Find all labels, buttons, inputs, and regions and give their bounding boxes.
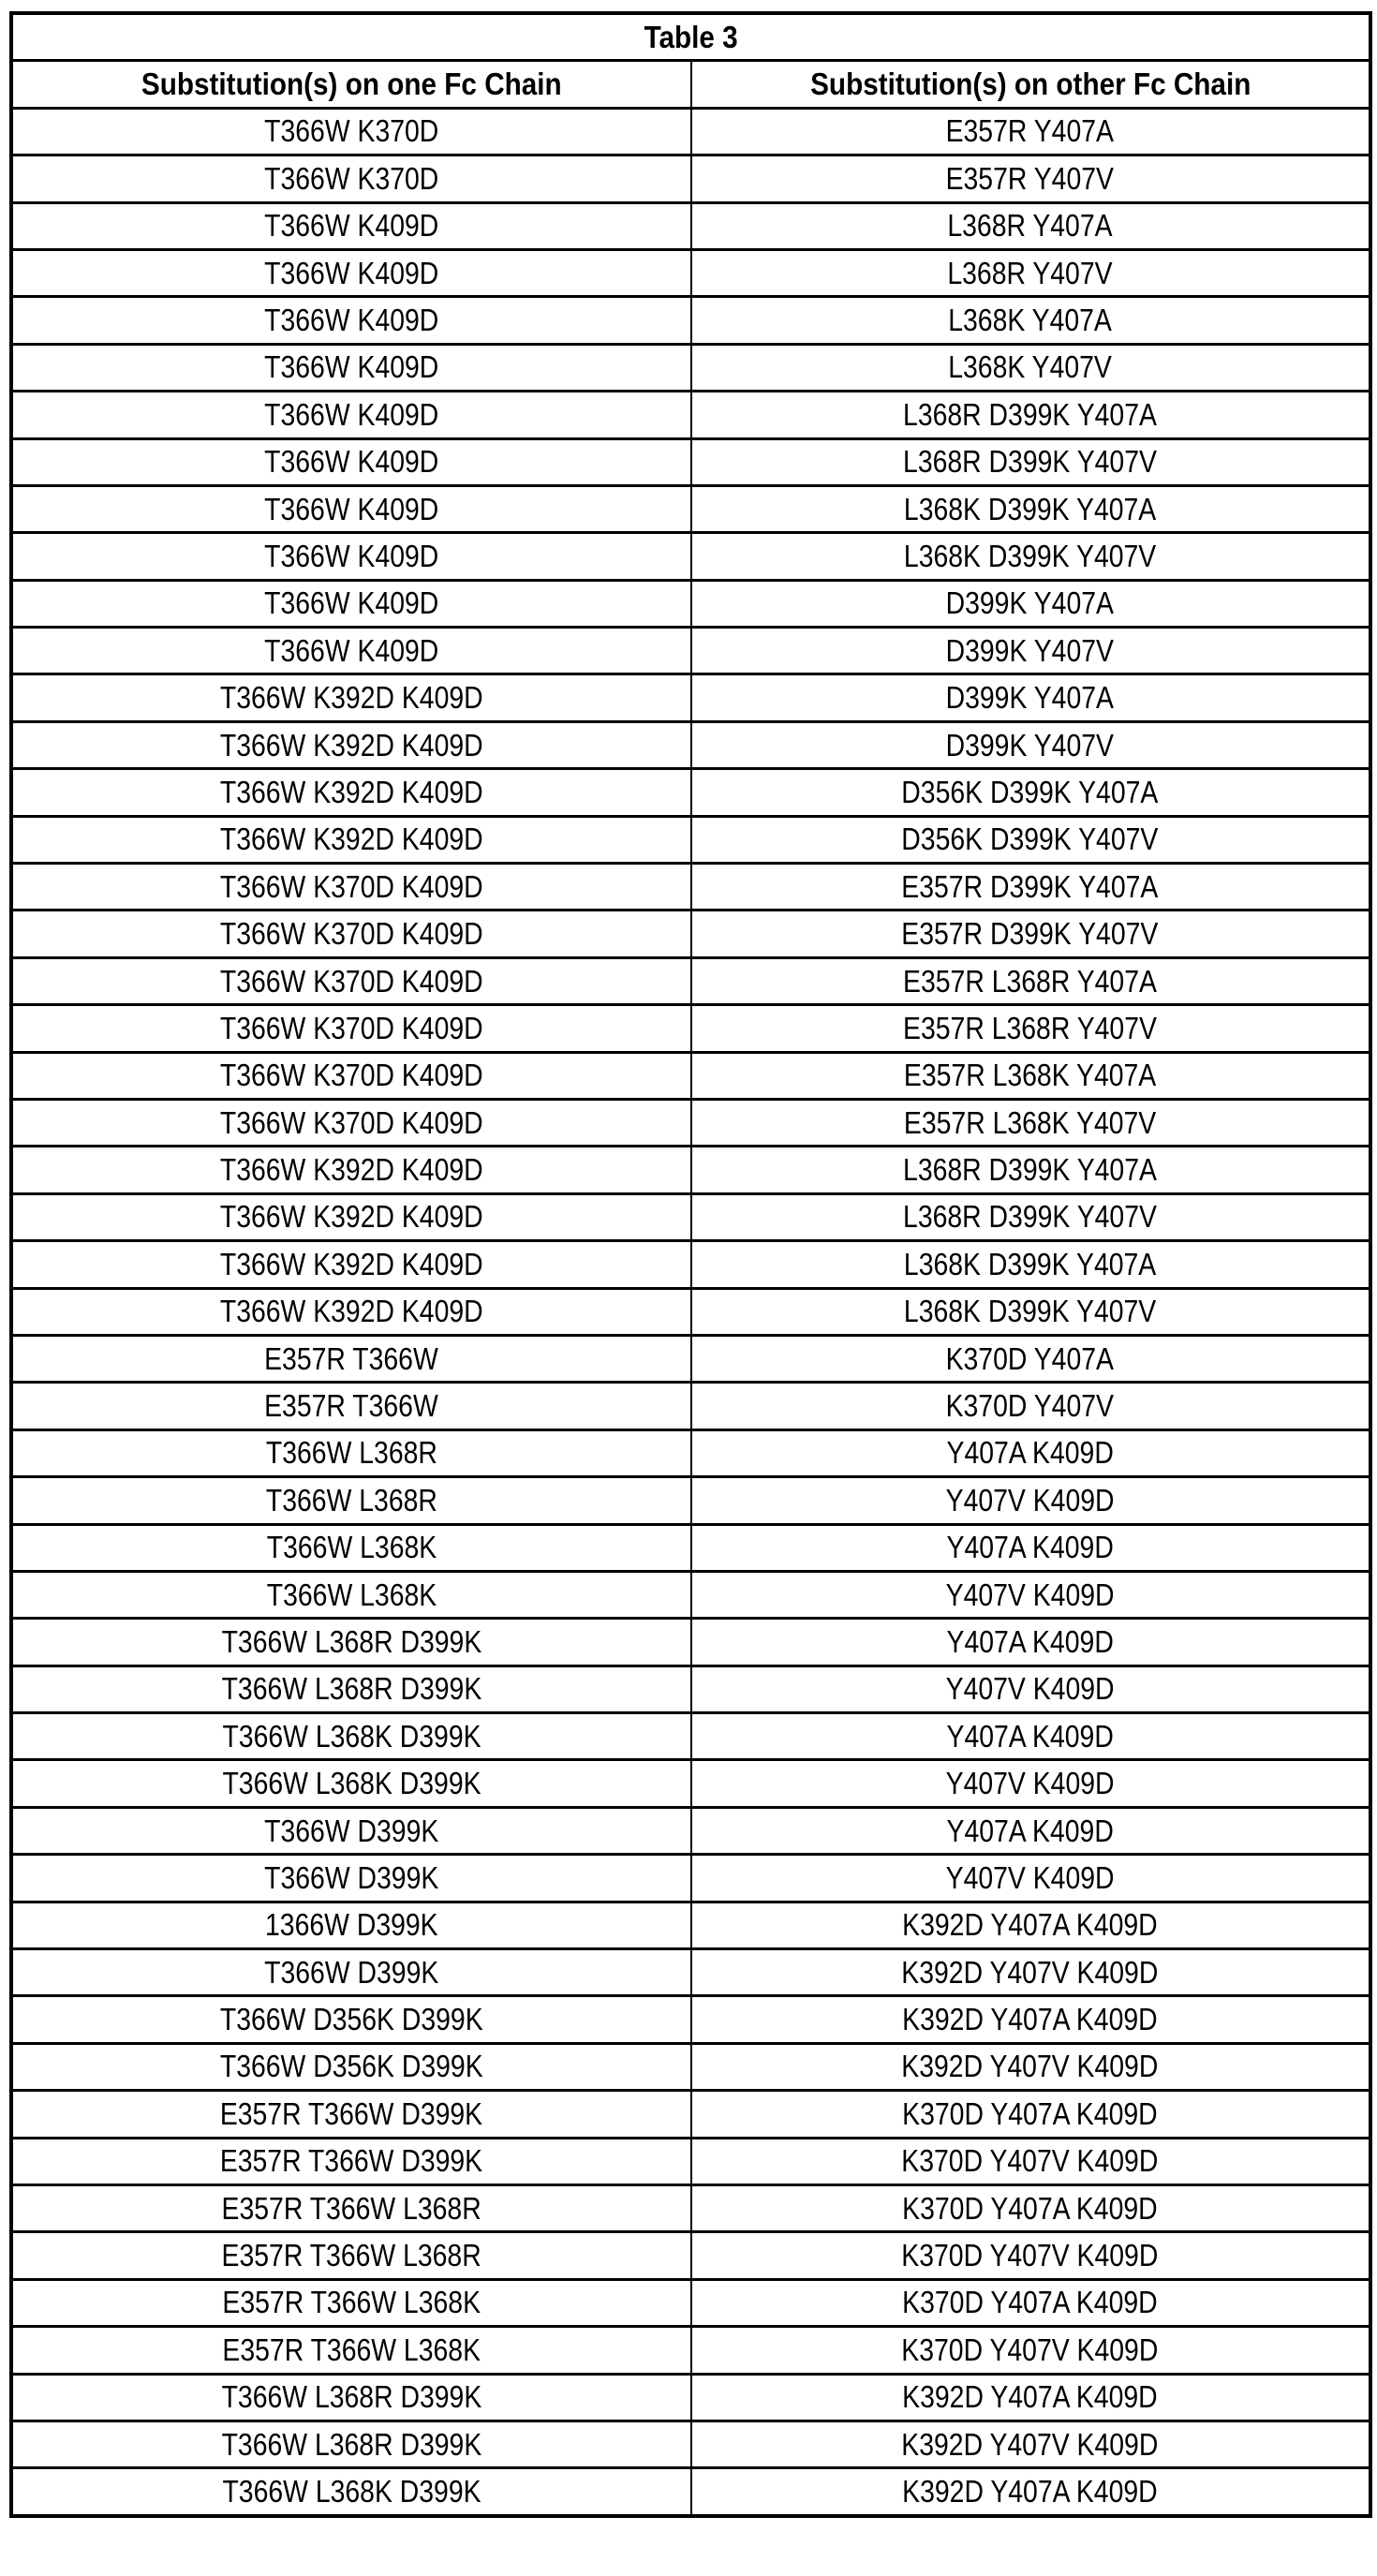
cell-text: T366W K370D <box>264 161 438 197</box>
table-body <box>11 108 1370 2515</box>
table-row <box>11 1193 1370 1240</box>
cell-text: E357R T366W D399K <box>220 2096 482 2132</box>
cell-text: T366W K370D <box>264 113 438 149</box>
cell-text: Y407A K409D <box>947 1719 1114 1754</box>
cell-text: E357R T366W L368R <box>222 2191 481 2227</box>
cell-text: T366W K370D K409D <box>220 916 483 952</box>
cell-text: Y407V K409D <box>946 1483 1115 1518</box>
cell-text: E357R T366W <box>264 1388 438 1424</box>
cell-other-chain <box>691 1052 1371 1099</box>
cell-text: T366W D356K D399K <box>220 2049 483 2084</box>
cell-text: T366W K370D K409D <box>220 1011 483 1046</box>
cell-other-chain <box>691 674 1371 721</box>
table-row <box>11 1335 1370 1382</box>
cell-other-chain <box>691 1241 1371 1288</box>
table-row <box>11 1288 1370 1335</box>
cell-other-chain <box>691 2327 1371 2374</box>
cell-text: T366W K409D <box>264 256 438 291</box>
cell-one-chain <box>11 1477 691 1524</box>
cell-one-chain <box>11 202 691 249</box>
cell-one-chain <box>11 816 691 863</box>
cell-text: L368K D399K Y407V <box>904 539 1156 574</box>
cell-text: L368R D399K Y407V <box>903 444 1157 480</box>
table-row <box>11 2421 1370 2467</box>
cell-one-chain <box>11 2421 691 2467</box>
cell-one-chain <box>11 392 691 438</box>
table-row <box>11 1005 1370 1052</box>
cell-text: K392D Y407A K409D <box>903 1907 1158 1943</box>
cell-text: L368K Y407V <box>948 349 1112 385</box>
table-row <box>11 1855 1370 1902</box>
cell-one-chain <box>11 1996 691 2043</box>
table-row <box>11 1477 1370 1524</box>
cell-other-chain <box>691 1005 1371 1052</box>
cell-other-chain <box>691 1099 1371 1146</box>
cell-text: E357R Y407A <box>946 113 1114 149</box>
cell-one-chain <box>11 1052 691 1099</box>
cell-one-chain <box>11 155 691 202</box>
table-row <box>11 1571 1370 1618</box>
table-row <box>11 2184 1370 2231</box>
cell-text: K392D Y407V K409D <box>902 2427 1159 2463</box>
cell-other-chain <box>691 438 1371 485</box>
cell-text: D399K Y407A <box>946 585 1114 621</box>
cell-text: E357R L368K Y407A <box>904 1058 1156 1093</box>
cell-text: T366W K392D K409D <box>220 1152 483 1188</box>
cell-other-chain <box>691 1335 1371 1382</box>
cell-other-chain <box>691 1807 1371 1854</box>
cell-text: T366W L368R D399K <box>221 1624 481 1660</box>
cell-text: E357R L368R Y407A <box>903 964 1157 999</box>
table-row <box>11 1713 1370 1760</box>
cell-text: E357R D399K Y407V <box>902 916 1159 952</box>
cell-text: Y407A K409D <box>947 1624 1114 1660</box>
cell-other-chain <box>691 1288 1371 1335</box>
cell-one-chain <box>11 1099 691 1146</box>
table-row <box>11 1666 1370 1712</box>
cell-other-chain <box>691 2421 1371 2467</box>
cell-other-chain <box>691 2184 1371 2231</box>
cell-other-chain <box>691 1619 1371 1666</box>
cell-one-chain <box>11 1949 691 1996</box>
cell-text: T366W L368R <box>266 1483 437 1518</box>
table-row <box>11 2327 1370 2374</box>
cell-one-chain <box>11 721 691 768</box>
cell-one-chain <box>11 2091 691 2138</box>
cell-text: Y407V K409D <box>946 1766 1115 1801</box>
cell-one-chain <box>11 674 691 721</box>
cell-one-chain <box>11 628 691 674</box>
cell-other-chain <box>691 1666 1371 1712</box>
cell-text: T366W K392D K409D <box>220 1199 483 1235</box>
cell-text: L368R D399K Y407A <box>903 397 1157 433</box>
cell-one-chain <box>11 1335 691 1382</box>
table-row <box>11 1524 1370 1571</box>
cell-text: T366W K392D K409D <box>220 680 483 716</box>
cell-text: K370D Y407A K409D <box>903 2191 1158 2227</box>
cell-one-chain <box>11 1241 691 1288</box>
cell-other-chain <box>691 2374 1371 2421</box>
cell-one-chain <box>11 1288 691 1335</box>
cell-text: D356K D399K Y407V <box>902 822 1159 857</box>
table-row <box>11 957 1370 1004</box>
table-row <box>11 1241 1370 1288</box>
cell-other-chain <box>691 1147 1371 1193</box>
table-row <box>11 202 1370 249</box>
cell-one-chain <box>11 1666 691 1712</box>
cell-text: T366W K392D K409D <box>220 728 483 763</box>
cell-other-chain <box>691 2279 1371 2326</box>
cell-text: T366W K392D K409D <box>220 822 483 857</box>
cell-other-chain <box>691 1524 1371 1571</box>
cell-text: E357R L368K Y407V <box>904 1105 1156 1141</box>
cell-one-chain <box>11 2043 691 2090</box>
table-row <box>11 1949 1370 1996</box>
cell-other-chain <box>691 344 1371 391</box>
cell-other-chain <box>691 1429 1371 1476</box>
cell-other-chain <box>691 769 1371 816</box>
table-row <box>11 1099 1370 1146</box>
cell-text: K370D Y407V K409D <box>902 2332 1159 2368</box>
table-row <box>11 155 1370 202</box>
cell-one-chain <box>11 485 691 532</box>
cell-other-chain <box>691 1996 1371 2043</box>
cell-text: T366W L368R D399K <box>221 2379 481 2415</box>
table-row <box>11 628 1370 674</box>
cell-one-chain <box>11 1524 691 1571</box>
cell-text: T366W K409D <box>264 444 438 480</box>
cell-one-chain <box>11 533 691 580</box>
cell-text: D399K Y407A <box>946 680 1114 716</box>
cell-text: E357R T366W D399K <box>220 2143 482 2179</box>
table-row <box>11 1996 1370 2043</box>
cell-text: L368R D399K Y407A <box>903 1152 1157 1188</box>
cell-other-chain <box>691 155 1371 202</box>
table-row <box>11 2091 1370 2138</box>
cell-text: T366W K409D <box>264 349 438 385</box>
cell-other-chain <box>691 392 1371 438</box>
table-row <box>11 864 1370 910</box>
table-row <box>11 1052 1370 1099</box>
cell-text: L368K D399K Y407V <box>904 1294 1156 1329</box>
table-title-text: Table 3 <box>644 20 737 55</box>
cell-one-chain <box>11 2279 691 2326</box>
cell-text: L368K Y407A <box>948 303 1112 338</box>
cell-text: T366W D399K <box>264 1955 438 1991</box>
cell-one-chain <box>11 2327 691 2374</box>
cell-text: K392D Y407V K409D <box>902 2049 1159 2084</box>
cell-one-chain <box>11 1429 691 1476</box>
cell-other-chain <box>691 2091 1371 2138</box>
cell-text: T366W L368R <box>266 1435 437 1471</box>
cell-text: L368R Y407V <box>948 256 1113 291</box>
cell-text: T366W K370D K409D <box>220 964 483 999</box>
table-row <box>11 816 1370 863</box>
cell-text: T366W D399K <box>264 1814 438 1849</box>
cell-text: K370D Y407A K409D <box>903 2285 1158 2320</box>
cell-text: Y407V K409D <box>946 1860 1115 1896</box>
cell-text: T366W L368K D399K <box>222 1719 481 1754</box>
table-row <box>11 1902 1370 1948</box>
cell-text: T366W D356K D399K <box>220 2002 483 2037</box>
cell-other-chain <box>691 2468 1371 2516</box>
cell-other-chain <box>691 533 1371 580</box>
cell-text: K370D Y407V K409D <box>902 2238 1159 2273</box>
cell-one-chain <box>11 1571 691 1618</box>
cell-other-chain <box>691 1713 1371 1760</box>
cell-other-chain <box>691 721 1371 768</box>
cell-text: D356K D399K Y407A <box>902 775 1159 810</box>
cell-other-chain <box>691 2138 1371 2184</box>
cell-other-chain <box>691 1193 1371 1240</box>
table-row <box>11 580 1370 627</box>
cell-other-chain <box>691 108 1371 155</box>
cell-text: L368K D399K Y407A <box>904 1247 1156 1282</box>
cell-text: T366W K409D <box>264 633 438 669</box>
cell-other-chain <box>691 1949 1371 1996</box>
cell-one-chain <box>11 2138 691 2184</box>
cell-one-chain <box>11 438 691 485</box>
table-row <box>11 2279 1370 2326</box>
cell-other-chain <box>691 1902 1371 1948</box>
cell-text: T366W K409D <box>264 585 438 621</box>
table-row <box>11 2374 1370 2421</box>
cell-other-chain <box>691 816 1371 863</box>
cell-text: E357R T366W L368R <box>222 2238 481 2273</box>
table-row <box>11 1760 1370 1807</box>
cell-one-chain <box>11 1619 691 1666</box>
cell-text: T366W L368R D399K <box>221 2427 481 2463</box>
cell-one-chain <box>11 910 691 957</box>
cell-other-chain <box>691 1855 1371 1902</box>
cell-text: L368R Y407A <box>948 208 1113 244</box>
cell-one-chain <box>11 864 691 910</box>
cell-text: E357R T366W L368K <box>222 2285 481 2320</box>
cell-text: Y407V K409D <box>946 1577 1115 1613</box>
cell-text: K370D Y407A K409D <box>903 2096 1158 2132</box>
cell-text: E357R T366W <box>264 1341 438 1377</box>
cell-other-chain <box>691 249 1371 296</box>
cell-text: T366W L368K <box>267 1530 437 1565</box>
cell-text: K392D Y407V K409D <box>902 1955 1159 1991</box>
table-row <box>11 1619 1370 1666</box>
column-header-text: Substitution(s) on one Fc Chain <box>141 67 562 102</box>
substitutions-table <box>9 11 1372 2518</box>
cell-text: D399K Y407V <box>946 633 1114 669</box>
cell-text: T366W K409D <box>264 208 438 244</box>
cell-one-chain <box>11 769 691 816</box>
table-row <box>11 392 1370 438</box>
cell-other-chain <box>691 2043 1371 2090</box>
cell-one-chain <box>11 297 691 344</box>
table-title <box>11 13 1370 61</box>
cell-other-chain <box>691 1571 1371 1618</box>
cell-text: E357R D399K Y407A <box>902 869 1159 905</box>
table-row <box>11 438 1370 485</box>
table-row <box>11 910 1370 957</box>
cell-text: T366W K392D K409D <box>220 1247 483 1282</box>
cell-other-chain <box>691 957 1371 1004</box>
cell-text: K392D Y407A K409D <box>903 2474 1158 2509</box>
cell-one-chain <box>11 580 691 627</box>
cell-text: Y407V K409D <box>946 1671 1115 1707</box>
cell-text: L368R D399K Y407V <box>903 1199 1157 1235</box>
cell-other-chain <box>691 864 1371 910</box>
table-row <box>11 769 1370 816</box>
table-row <box>11 297 1370 344</box>
cell-text: K392D Y407A K409D <box>903 2379 1158 2415</box>
cell-one-chain <box>11 344 691 391</box>
cell-other-chain <box>691 1477 1371 1524</box>
cell-other-chain <box>691 2232 1371 2279</box>
cell-text: T366W K409D <box>264 539 438 574</box>
cell-one-chain <box>11 249 691 296</box>
cell-text: Y407A K409D <box>947 1530 1114 1565</box>
table-row <box>11 2043 1370 2090</box>
cell-text: T366W K409D <box>264 303 438 338</box>
cell-text: T366W D399K <box>264 1860 438 1896</box>
table-row <box>11 485 1370 532</box>
table-row <box>11 2138 1370 2184</box>
cell-text: Y407A K409D <box>947 1814 1114 1849</box>
cell-one-chain <box>11 1760 691 1807</box>
cell-text: T366W K392D K409D <box>220 1294 483 1329</box>
cell-other-chain <box>691 202 1371 249</box>
cell-one-chain <box>11 1807 691 1854</box>
cell-other-chain <box>691 297 1371 344</box>
cell-other-chain <box>691 910 1371 957</box>
table-title-row <box>11 13 1370 61</box>
table-row <box>11 2232 1370 2279</box>
cell-one-chain <box>11 1855 691 1902</box>
table-row <box>11 1147 1370 1193</box>
cell-one-chain <box>11 2184 691 2231</box>
table-header-row <box>11 61 1370 108</box>
cell-text: T366W L368R D399K <box>221 1671 481 1707</box>
cell-one-chain <box>11 1383 691 1429</box>
cell-other-chain <box>691 1760 1371 1807</box>
cell-text: K370D Y407V <box>946 1388 1114 1424</box>
cell-one-chain <box>11 1147 691 1193</box>
cell-one-chain <box>11 957 691 1004</box>
cell-one-chain <box>11 2232 691 2279</box>
cell-one-chain <box>11 1193 691 1240</box>
cell-one-chain <box>11 1902 691 1948</box>
table-row <box>11 674 1370 721</box>
cell-other-chain <box>691 628 1371 674</box>
cell-text: T366W K409D <box>264 397 438 433</box>
table-row <box>11 108 1370 155</box>
cell-one-chain <box>11 2374 691 2421</box>
column-header-text: Substitution(s) on other Fc Chain <box>810 67 1251 102</box>
table-row <box>11 2468 1370 2516</box>
cell-text: T366W K370D K409D <box>220 869 483 905</box>
cell-text: E357R Y407V <box>946 161 1114 197</box>
cell-text: K370D Y407A <box>946 1341 1114 1377</box>
table-row <box>11 1429 1370 1476</box>
table-row <box>11 1383 1370 1429</box>
cell-text: L368K D399K Y407A <box>904 492 1156 527</box>
table-row <box>11 344 1370 391</box>
cell-text: T366W K370D K409D <box>220 1105 483 1141</box>
cell-text: 1366W D399K <box>265 1907 438 1943</box>
cell-text: T366W L368K <box>267 1577 437 1613</box>
table-row <box>11 1807 1370 1854</box>
table-row <box>11 249 1370 296</box>
cell-other-chain <box>691 485 1371 532</box>
column-header-one-chain <box>11 61 691 108</box>
cell-one-chain <box>11 2468 691 2516</box>
table-row <box>11 533 1370 580</box>
cell-other-chain <box>691 580 1371 627</box>
cell-text: K370D Y407V K409D <box>902 2143 1159 2179</box>
cell-text: D399K Y407V <box>946 728 1114 763</box>
column-header-other-chain <box>691 61 1371 108</box>
cell-text: Y407A K409D <box>947 1435 1114 1471</box>
cell-one-chain <box>11 1005 691 1052</box>
cell-text: T366W K409D <box>264 492 438 527</box>
cell-text: T366W K370D K409D <box>220 1058 483 1093</box>
table-row <box>11 721 1370 768</box>
cell-one-chain <box>11 1713 691 1760</box>
cell-text: T366W K392D K409D <box>220 775 483 810</box>
cell-text: K392D Y407A K409D <box>903 2002 1158 2037</box>
cell-text: T366W L368K D399K <box>222 2474 481 2509</box>
cell-text: T366W L368K D399K <box>222 1766 481 1801</box>
cell-text: E357R T366W L368K <box>222 2332 481 2368</box>
cell-other-chain <box>691 1383 1371 1429</box>
cell-one-chain <box>11 108 691 155</box>
cell-text: E357R L368R Y407V <box>903 1011 1157 1046</box>
